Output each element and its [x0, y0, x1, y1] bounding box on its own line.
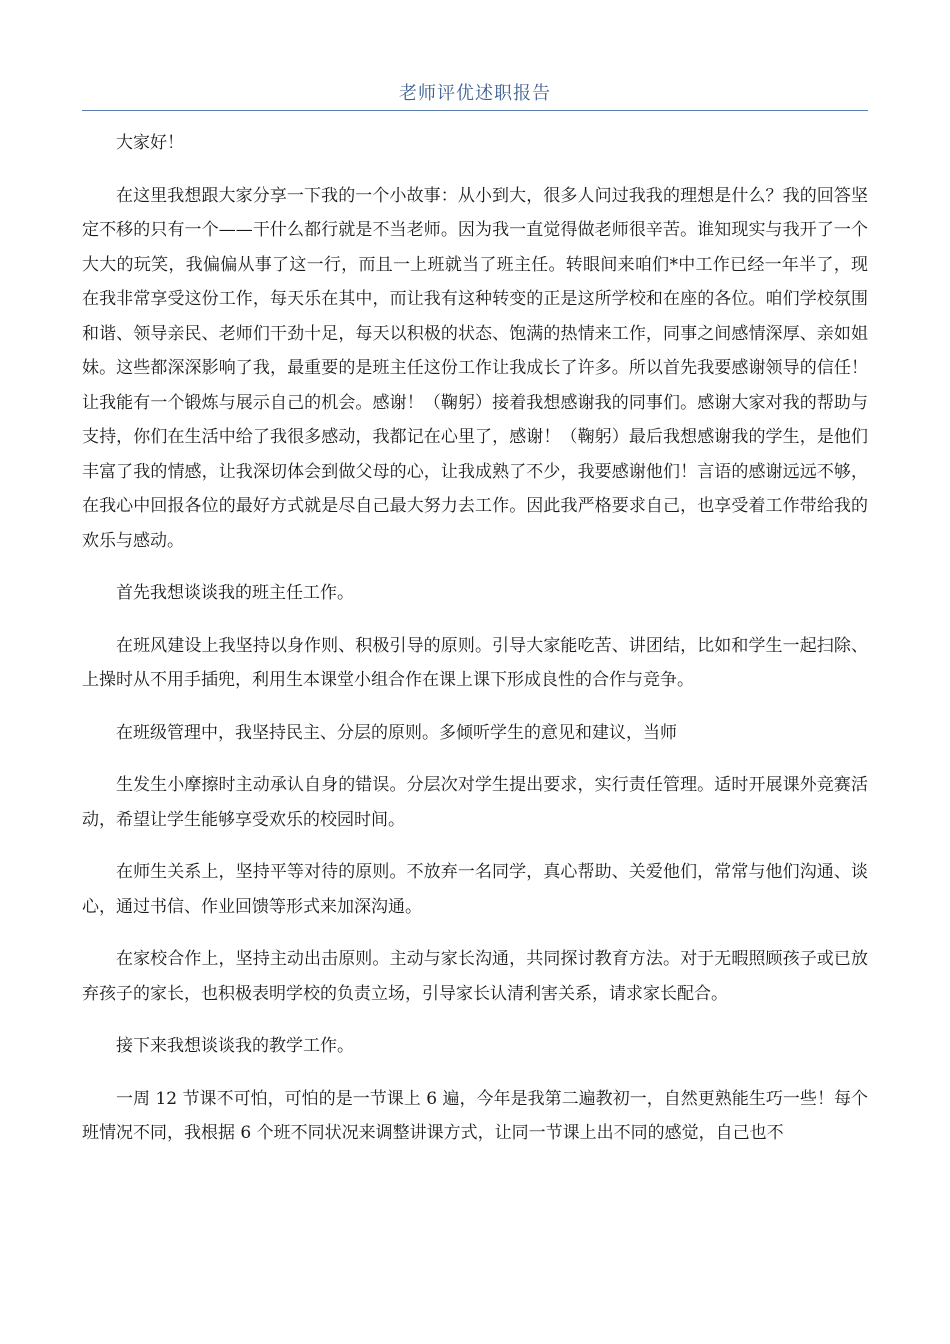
paragraph-class-management: 在班级管理中，我坚持民主、分层的原则。多倾听学生的意见和建议，当师: [116, 722, 677, 743]
paragraph-teaching-intro: 接下来我想谈谈我的教学工作。: [116, 1036, 354, 1056]
paragraph-class-management-continued: 生发生小摩擦时主动承认自身的错误。分层次对学生提出要求，实行责任管理。适时开展课外竞赛活动，希望让学生能够享受欢乐的校园时间。: [82, 775, 868, 830]
document-body: [82, 126, 868, 1151]
paragraph-teaching-workload: 一周 12 节课不可怕，可怕的是一节课上 6 遍，今年是我第二遍教初一，自然更熟能生巧一些！每个班情况不同，我根据 6 个班不同状况来调整讲课方式，让同一节课上出不同的感觉，自己也不: [82, 1088, 868, 1143]
paragraph-head-teacher-intro: 首先我想谈谈我的班主任工作。: [116, 583, 354, 603]
document-header: [82, 80, 868, 111]
document-title: 老师评优述职报告: [399, 83, 551, 104]
paragraph-story: 在这里我想跟大家分享一下我的一个小故事：从小到大，很多人问过我我的理想是什么？我的回答坚定不移的只有一个——干什么都行就是不当老师。因为我一直觉得做老师很辛苦。谁知现实与我开了一个大大的玩笑，我偏偏从事了这一行，而且一上班就当了班主任。转眼间来咱们*中工作已经一年半了，现在我非常享受这份工作，每天乐在其中，而让我有这种转变的正是这所学校和在座的各位。咱们学校氛围和谐、领导亲民、老师们干劲十足，每天以积极的状态、饱满的热情来工作，同事之间感情深厚、亲如姐妹。这些都深深影响了我，最重要的是班主任这份工作让我成长了许多。所以首先我要感谢领导的信任！让我能有一个锻炼与展示自己的机会。感谢！（鞠躬）接着我想感谢我的同事们。感谢大家对我的帮助与支持，你们在生活中给了我很多感动，我都记在心里了，感谢！（鞠躬）最后我想感谢我的学生，是他们丰富了我的情感，让我深切体会到做父母的心，让我成熟了不少，我要感谢他们！言语的感谢远远不够，在我心中回报各位的最好方式就是尽自己最大努力去工作。因此我严格要求自己，也享受着工作带给我的欢乐与感动。: [82, 185, 868, 551]
paragraph-home-school: 在家校合作上，坚持主动出击原则。主动与家长沟通，共同探讨教育方法。对于无暇照顾孩子或已放弃孩子的家长，也积极表明学校的负责立场，引导家长认清利害关系，请求家长配合。: [82, 949, 868, 1004]
paragraph-greeting: 大家好！: [116, 133, 184, 153]
paragraph-class-style: 在班风建设上我坚持以身作则、积极引导的原则。引导大家能吃苦、讲团结，比如和学生一起扫除、上操时从不用手插兜，利用生本课堂小组合作在课上课下形成良性的合作与竞争。: [82, 635, 868, 690]
paragraph-teacher-student: 在师生关系上，坚持平等对待的原则。不放弃一名同学，真心帮助、关爱他们，常常与他们沟通、谈心，通过书信、作业回馈等形式来加深沟通。: [82, 862, 868, 917]
